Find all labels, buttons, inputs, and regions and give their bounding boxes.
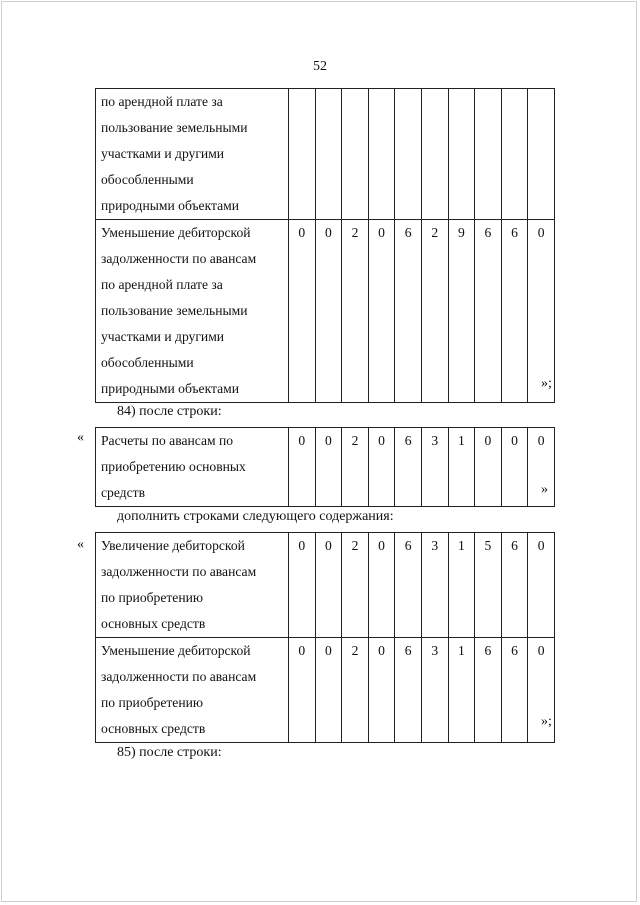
code-digit: [421, 89, 448, 220]
code-digit: 2: [342, 638, 369, 743]
label-line: задолженности по авансам: [101, 564, 257, 579]
code-digit: 0: [289, 428, 316, 507]
opening-quote: «: [77, 537, 84, 552]
label-line: природными объектами: [101, 198, 240, 213]
code-digit: [395, 89, 422, 220]
code-digit: 3: [421, 638, 448, 743]
row-label: [96, 428, 289, 507]
row-label: [96, 533, 289, 638]
code-digit: 6: [395, 638, 422, 743]
label-line: основных средств: [101, 721, 206, 736]
code-digit: 3: [421, 428, 448, 507]
table-row: [96, 220, 555, 403]
code-digit: 0: [315, 638, 342, 743]
code-digit: 6: [395, 428, 422, 507]
label-line: обособленными: [101, 172, 194, 187]
label-line: задолженности по авансам: [101, 669, 257, 684]
code-digit: [475, 89, 502, 220]
addition-intro: дополнить строками следующего содержания:: [117, 509, 394, 524]
code-digit: 0: [315, 533, 342, 638]
code-digit: 0: [289, 533, 316, 638]
code-digit: 6: [501, 220, 528, 403]
code-digit: 1: [448, 533, 475, 638]
label-line: по приобретению: [101, 590, 204, 605]
row-label: [96, 220, 289, 403]
label-line: основных средств: [101, 616, 206, 631]
code-digit: 0: [528, 533, 555, 638]
code-digit: [315, 89, 342, 220]
table-row: [96, 638, 555, 743]
code-digit: 1: [448, 638, 475, 743]
code-digit: 0: [501, 428, 528, 507]
code-digit: 0: [289, 638, 316, 743]
code-digit: 0: [368, 428, 395, 507]
code-digit: 6: [395, 220, 422, 403]
code-digit: 2: [342, 220, 369, 403]
code-digit: 0: [368, 638, 395, 743]
label-line: участками и другими: [101, 329, 225, 344]
label-line: пользование земельными: [101, 120, 248, 135]
label-line: пользование земельными: [101, 303, 248, 318]
code-digit: 9: [448, 220, 475, 403]
code-digit: 6: [475, 638, 502, 743]
code-digit: 0: [528, 428, 555, 507]
label-line: по арендной плате за: [101, 94, 223, 109]
closing-quote: »;: [541, 714, 552, 729]
code-digit: 6: [475, 220, 502, 403]
label-line: по арендной плате за: [101, 277, 223, 292]
label-line: Расчеты по авансам по: [101, 433, 234, 448]
label-line: приобретению основных: [101, 459, 246, 474]
label-line: обособленными: [101, 355, 194, 370]
table-row: [96, 428, 555, 507]
label-line: Увеличение дебиторской: [101, 538, 245, 553]
label-line: Уменьшение дебиторской: [101, 225, 251, 240]
row-label: [96, 638, 289, 743]
code-digit: 3: [421, 533, 448, 638]
code-digit: 2: [421, 220, 448, 403]
item-85-intro: 85) после строки:: [117, 745, 222, 760]
opening-quote: «: [77, 430, 84, 445]
code-digit: 6: [395, 533, 422, 638]
code-digit: 0: [315, 220, 342, 403]
page-number: 52: [313, 59, 327, 74]
code-digit: 5: [475, 533, 502, 638]
code-digit: 6: [501, 533, 528, 638]
code-digit: [368, 89, 395, 220]
code-digit: 1: [448, 428, 475, 507]
budget-code-table-3: [95, 532, 555, 743]
table-row: [96, 533, 555, 638]
code-digit: 0: [315, 428, 342, 507]
code-digit: [528, 89, 555, 220]
closing-quote: »;: [541, 376, 552, 391]
label-line: участками и другими: [101, 146, 225, 161]
code-digit: 0: [368, 220, 395, 403]
closing-quote: »: [541, 482, 548, 497]
label-line: природными объектами: [101, 381, 240, 396]
label-line: Уменьшение дебиторской: [101, 643, 251, 658]
label-line: задолженности по авансам: [101, 251, 257, 266]
item-84-intro: 84) после строки:: [117, 404, 222, 419]
code-digit: [501, 89, 528, 220]
code-digit: 2: [342, 533, 369, 638]
budget-code-table-2: [95, 427, 555, 507]
code-digit: 2: [342, 428, 369, 507]
label-line: по приобретению: [101, 695, 204, 710]
code-digit: 0: [475, 428, 502, 507]
code-digit: 0: [528, 220, 555, 403]
code-digit: [289, 89, 316, 220]
code-digit: 0: [368, 533, 395, 638]
code-digit: [448, 89, 475, 220]
code-digit: 6: [501, 638, 528, 743]
code-digit: [342, 89, 369, 220]
code-digit: 0: [528, 638, 555, 743]
code-digit: 0: [289, 220, 316, 403]
label-line: средств: [101, 485, 145, 500]
table-row: [96, 89, 555, 220]
row-label: [96, 89, 289, 220]
budget-code-table-1: [95, 88, 555, 403]
